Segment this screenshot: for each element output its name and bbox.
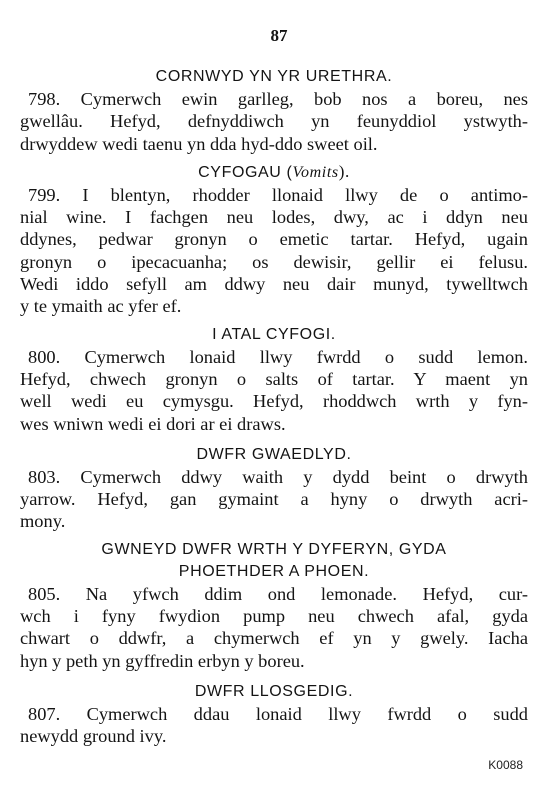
entry-line: gwellâu. Hefyd, defnyddiwch yn feunyddiol ystwyth- bbox=[20, 111, 528, 132]
entry-799 bbox=[20, 184, 528, 318]
entry-800 bbox=[20, 346, 528, 435]
entry-798 bbox=[20, 88, 528, 155]
entry-line: 803. Cymerwch ddwy waith y dydd beint o drwyth bbox=[28, 466, 528, 487]
section-heading-dwfr-llosgedig: DWFR LLOSGEDIG. bbox=[194, 682, 354, 700]
section-heading-cornwyd: CORNWYD YN YR URETHRA. bbox=[155, 68, 393, 85]
entry-line: newydd ground ivy. bbox=[20, 726, 167, 747]
entry-line: well wedi eu cymysgu. Hefyd, rhoddwch wrth y fyn- bbox=[20, 391, 528, 412]
section-heading-cyfogau bbox=[20, 161, 528, 184]
entry-line: 798. Cymerwch ewin garlleg, bob nos a boreu, nes bbox=[28, 89, 528, 109]
heading-end-text: ). bbox=[338, 161, 350, 181]
entry-line: mony. bbox=[20, 511, 66, 532]
heading-line: GWNEYD DWFR WRTH Y DYFERYN, GYDA bbox=[101, 540, 447, 558]
entry-line: gronyn o ipecacuanha; os dewisir, gellir ei felusu. bbox=[20, 251, 528, 272]
entry-line: yarrow. Hefyd, gan gymaint a hyny o drwyth acri- bbox=[20, 489, 528, 510]
heading-italic-text: Vomits bbox=[292, 163, 339, 181]
entry-line: chwart o ddwfr, a chymerwch ef yn y gwely. Iacha bbox=[20, 628, 528, 649]
section-heading-gwneyd-dwfr bbox=[20, 539, 528, 583]
entry-807 bbox=[20, 703, 528, 748]
footer-code: K0088 bbox=[488, 758, 523, 772]
page-number: 87 bbox=[270, 26, 288, 45]
entry-line: hyn y peth yn gyffredin erbyn y boreu. bbox=[20, 650, 305, 671]
entry-line: ddynes, pedwar gronyn o emetic tartar. Hefyd, ugain bbox=[20, 229, 528, 250]
entry-line: 800. Cymerwch lonaid llwy fwrdd o sudd lemon. bbox=[28, 346, 528, 367]
entry-805 bbox=[20, 583, 528, 672]
entry-803 bbox=[20, 466, 528, 533]
book-page bbox=[20, 26, 528, 751]
entry-line: y te ymaith ac yfer ef. bbox=[20, 296, 182, 317]
entry-line: drwyddew wedi taenu yn dda hyd-ddo sweet oil. bbox=[20, 133, 378, 154]
section-heading-i-atal-cyfogi: I ATAL CYFOGI. bbox=[212, 325, 336, 343]
section-heading-dwfr-gwaedlyd: DWFR GWAEDLYD. bbox=[196, 445, 352, 463]
entry-line: 807. Cymerwch ddau lonaid llwy fwrdd o sudd bbox=[28, 703, 528, 724]
entry-line: 799. I blentyn, rhodder llonaid llwy de o antimo- bbox=[28, 184, 528, 205]
entry-line: wes wniwn wedi ei dori ar ei draws. bbox=[20, 413, 286, 434]
heading-line: PHOETHDER A PHOEN. bbox=[178, 562, 370, 580]
entry-line: Wedi iddo sefyll am ddwy neu dair munyd, tywelltwch bbox=[20, 274, 528, 295]
entry-line: nial wine. I fachgen neu lodes, dwy, ac i ddyn neu bbox=[20, 207, 528, 228]
heading-text: CYFOGAU ( bbox=[198, 163, 293, 181]
entry-line: Hefyd, chwech gronyn o salts of tartar. Y maent yn bbox=[20, 368, 528, 389]
entry-line: wch i fyny fwydion pump neu chwech afal, gyda bbox=[20, 606, 528, 627]
entry-line: 805. Na yfwch ddim ond lemonade. Hefyd, cur- bbox=[28, 583, 528, 604]
